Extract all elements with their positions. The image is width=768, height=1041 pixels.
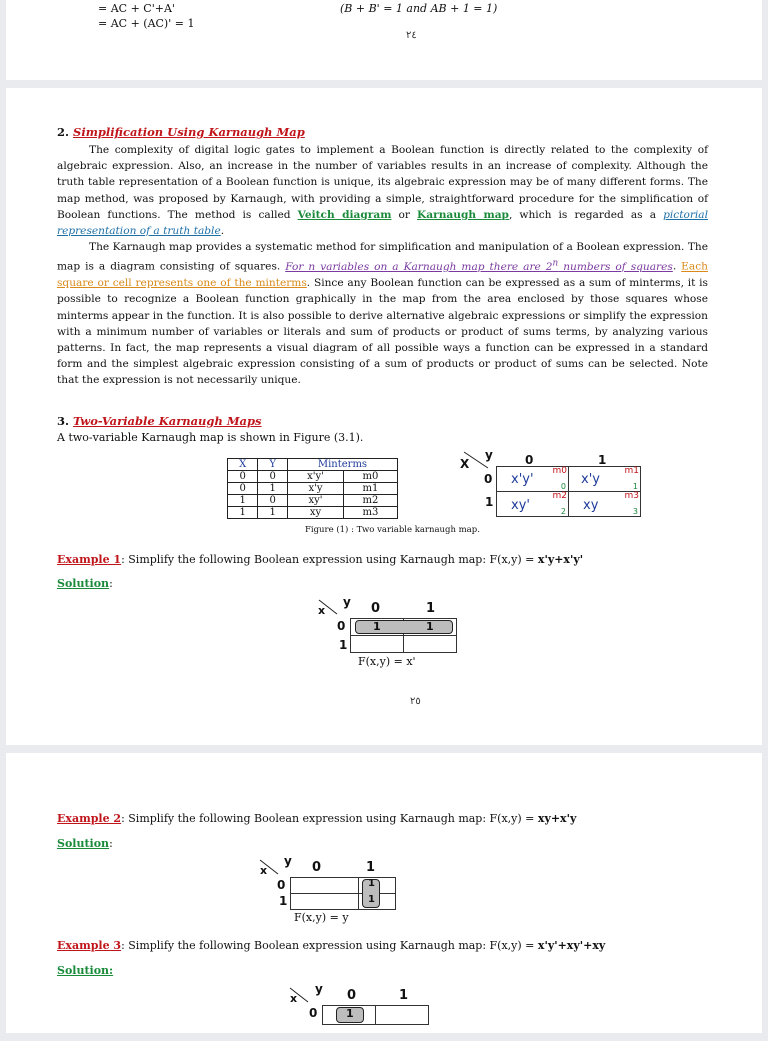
cell-value: 1 [368,878,375,889]
page-number: ٢٥ [410,696,421,707]
cell-value: 1 [346,1007,354,1020]
or-text: or [391,208,418,221]
karnaugh-map-figure [458,450,648,520]
table-cell: 0 [258,471,287,483]
each-square-link[interactable]: Each square or cell represents one of the minterms [57,260,708,290]
row-1-label: 1 [279,894,288,908]
cell-minterm: m0 [552,466,567,476]
cell-index: 0 [560,482,566,491]
row-0-label: 0 [337,619,346,633]
equation-line-2: = AC + (AC)' = 1 [98,17,195,30]
example-1-label[interactable]: Example 1 [57,553,122,566]
example-1-kmap [315,595,465,678]
example-3-line [57,939,605,952]
example-2-line [57,812,576,825]
example-1-result: F(x,y) = x' [358,655,416,668]
x-label: x [260,864,268,877]
table-cell: 0 [258,495,287,507]
para2-text: The Karnaugh map provides a systematic method for simplification and manipulation of a Boolean expression. The map is a diagram consisting of squares. [57,241,708,273]
cell-term: x'y [581,472,600,487]
cell-index: 2 [560,507,566,516]
row-0-label: 0 [484,472,493,486]
section-3-intro: A two-variable Karnaugh map is shown in Figure (3.1). [57,431,364,444]
cell-value: 1 [373,620,381,633]
solution-1-label[interactable]: Solution [57,577,110,590]
col-header-y: Y [258,459,287,471]
solution-2-label[interactable]: Solution [57,837,110,850]
y-label: y [343,595,351,609]
table-cell: x'y [287,483,343,495]
map-cell [403,635,457,653]
page-number: ٢٤ [406,30,417,41]
equation-note: (B + B' = 1 and AB + 1 = 1) [340,2,498,15]
section-3-heading [57,414,262,428]
period: . [220,225,225,238]
table-cell: m0 [343,471,397,483]
col-0-label: 0 [347,988,357,1003]
cell-term: xy [583,498,599,513]
table-cell: xy [287,507,343,519]
table-row [228,483,398,495]
col-0-label: 0 [371,601,381,616]
map-cell [350,635,404,653]
solution-1 [57,572,113,591]
map-cell-m2 [496,491,569,517]
table-row [228,495,398,507]
for-n-text: For n variables on a Karnaugh map there are 2 [285,260,553,273]
table-cell: 0 [228,483,258,495]
x-label: x [290,992,298,1005]
map-cell-m1 [568,466,641,492]
cell-term: xy' [511,498,530,513]
paragraph-1 [57,142,708,239]
paragraph-2 [57,239,708,388]
table-row [228,507,398,519]
col-0-label: 0 [312,860,322,875]
map-cell-m0 [496,466,569,492]
col-1-label: 1 [598,453,607,467]
cell-value: 1 [368,894,375,905]
section-2-title[interactable]: Simplification Using Karnaugh Map [73,125,305,139]
solution-2-colon: : [109,837,113,850]
section-3-number: 3. [57,414,74,428]
table-cell: xy' [287,495,343,507]
para2-rest: . Since any Boolean function can be expressed as a sum of minterms, it is possible to recognize a Boolean function graphically in the map from the area enclosed by those squares whose minterms appear in the function. It is also possible to derive alternative algebraic expressions or simplify the expression with a minimum number of variables or literals and sum of products or product of sums terms, by analyzing various patterns. In fact, the map represents a visual diagram of all possible ways a function can be expressed in a standard form and the simplest algebraic expression consisting of a sum of products or product of sums can be selected. Note that the expression is not necessarily unique. [57,277,708,387]
solution-3-label[interactable]: Solution: [57,964,114,977]
table-cell: m1 [343,483,397,495]
section-number: 2. [57,125,74,139]
col-1-label: 1 [366,860,376,875]
example-2-result: F(x,y) = y [294,911,349,924]
veitch-diagram-link[interactable]: Veitch diagram [297,208,392,221]
x-label: x [318,604,326,617]
table-cell: m3 [343,507,397,519]
regarded-text: , which is regarded as a [508,208,664,221]
y-label: y [315,982,323,996]
example-2-text: : Simplify the following Boolean expression using Karnaugh map: F(x,y) = [121,812,538,825]
cell-value: 1 [426,620,434,633]
example-3-label[interactable]: Example 3 [57,939,122,952]
map-cell [375,1005,429,1025]
equation-line-1: = AC + C'+A' [98,2,175,15]
col-header-minterms: Minterms [287,459,397,471]
col-1-label: 1 [399,988,409,1003]
example-3-kmap [286,981,436,1041]
example-3-expr: x'y'+xy'+xy [537,939,606,952]
grouping-loop [355,620,453,634]
example-2-expr: xy+x'y [537,812,577,825]
page-fragment-top [6,0,762,80]
map-cell [290,877,359,894]
row-0-label: 0 [309,1006,318,1020]
example-2-label[interactable]: Example 2 [57,812,122,825]
pictorial-link[interactable]: pictorial representation of a truth table [57,208,708,238]
solution-1-colon: : [109,577,113,590]
col-header-x: X [228,459,258,471]
table-cell: 1 [228,495,258,507]
table-cell: 1 [228,507,258,519]
table-cell: x'y' [287,471,343,483]
page-main [6,88,762,745]
col-0-label: 0 [525,453,534,467]
section-2-heading [57,125,305,139]
cell-minterm: m1 [624,466,639,476]
col-1-label: 1 [426,601,436,616]
superscript-n: n [552,258,559,269]
cell-minterm: m3 [624,491,639,501]
cell-index: 3 [632,507,638,516]
table-cell: 1 [258,507,287,519]
example-1-line [57,553,583,566]
table-row [228,471,398,483]
y-label: y [485,448,493,462]
table-cell: 0 [228,471,258,483]
para1-text: The complexity of digital logic gates to implement a Boolean function is directly related to the complexity of algebraic expression. Also, an increase in the number of variables results in an increase of complexity. Although the truth table representation of a Boolean function is unique, its algebraic expression may be of many different forms. The map method, was proposed by Karnaugh, with providing a simple, straightforward procedure for the simplification of Boolean functions. The method is called [57,144,708,221]
row-1-label: 1 [485,495,494,509]
example-2-kmap [256,853,406,928]
minterm-table [227,458,398,519]
example-3-text: : Simplify the following Boolean expression using Karnaugh map: F(x,y) = [121,939,538,952]
map-cell [290,893,359,910]
section-2-body [57,142,708,389]
cell-index: 1 [632,482,638,491]
x-label: X [460,457,470,471]
row-0-label: 0 [277,878,286,892]
karnaugh-map-link[interactable]: Karnaugh map [417,208,509,221]
table-cell: 1 [258,483,287,495]
solution-3 [57,959,113,978]
example-1-expr: x'y+x'y' [537,553,584,566]
example-1-text: : Simplify the following Boolean expression using Karnaugh map: F(x,y) = [121,553,538,566]
figure-caption: Figure (1) : Two variable karnaugh map. [305,525,480,535]
section-3-title[interactable]: Two-Variable Karnaugh Maps [73,414,262,428]
for-n-link[interactable] [285,258,673,273]
page-next [6,753,762,1033]
cell-term: x'y' [511,472,534,487]
map-cell-m3 [568,491,641,517]
solution-2 [57,832,113,851]
numbers-squares-text: numbers of squares [558,260,673,273]
y-label: y [284,854,292,868]
table-cell: m2 [343,495,397,507]
row-1-label: 1 [339,638,348,652]
period-2: . [672,260,682,273]
cell-minterm: m2 [552,491,567,501]
